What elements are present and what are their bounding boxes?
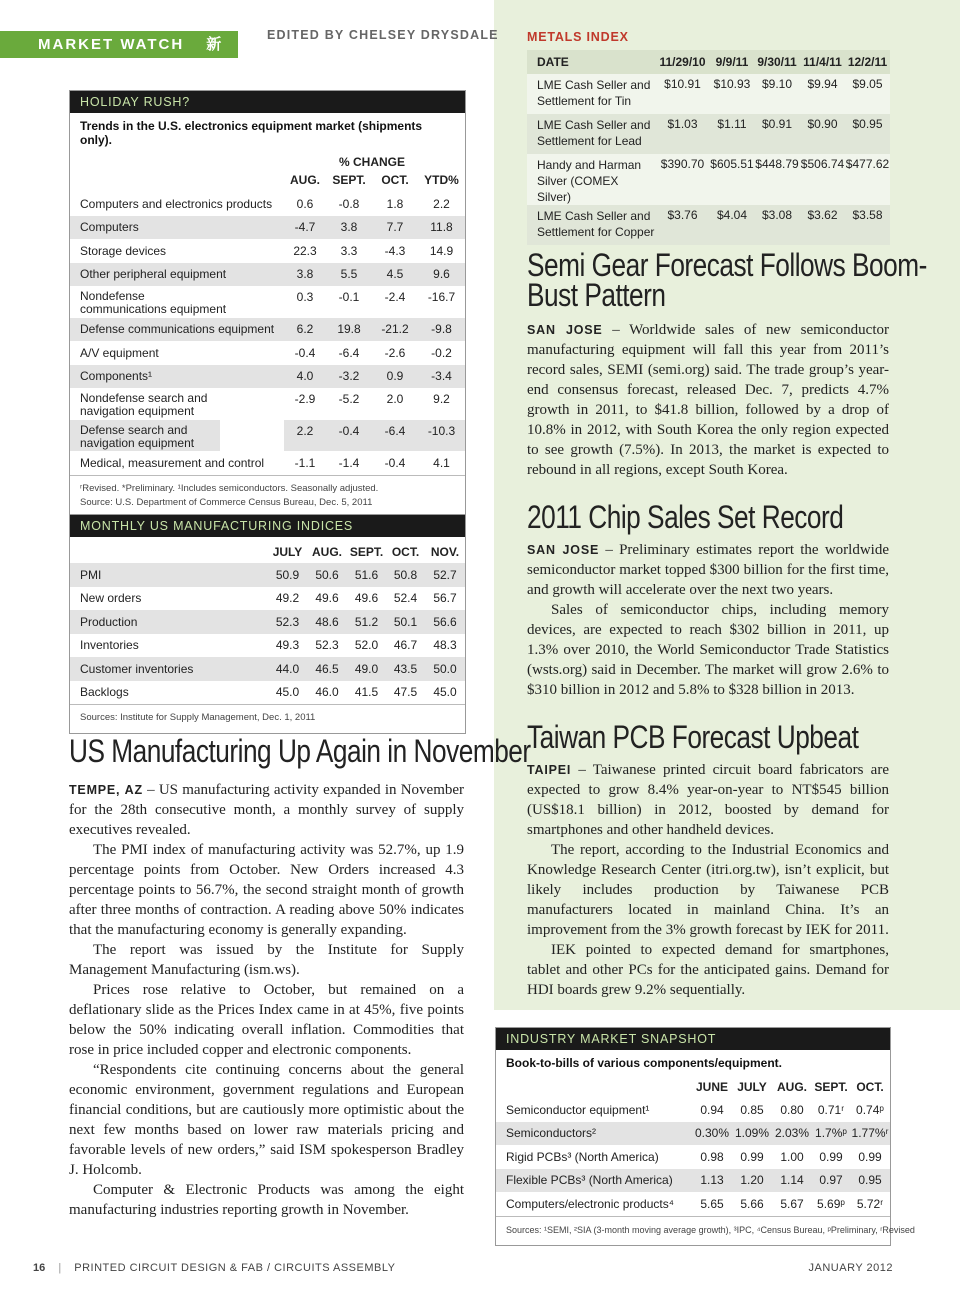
cell: -5.2 <box>338 392 360 406</box>
row-label: Semiconductors² <box>496 1122 692 1146</box>
cell: -0.4 <box>294 345 316 360</box>
snapshot-subtitle: Book-to-bills of various components/equipment. <box>506 1056 783 1070</box>
cell: $3.62 <box>800 205 845 245</box>
cell: 48.6 <box>307 610 347 634</box>
cell: 9.6 <box>418 263 465 287</box>
snapshot-source: Sources: ¹SEMI, ²SIA (3-month moving average growth), ³IPC, ⁴Census Bureau, ᵖPreliminary, ʳRevised <box>496 1216 890 1245</box>
table-row <box>527 154 890 205</box>
table-row <box>496 1169 890 1193</box>
cell: 0.80 <box>780 1102 804 1117</box>
snapshot-title: INDUSTRY MARKET SNAPSHOT <box>496 1028 890 1050</box>
us-manufacturing-body <box>69 780 464 1220</box>
cell: 5.67 <box>780 1196 804 1211</box>
cell: 6.2 <box>284 318 326 342</box>
table-row <box>70 634 465 658</box>
table-row <box>70 263 465 287</box>
col-header: JUNE <box>695 1080 728 1094</box>
row-label: Semiconductor equipment¹ <box>506 1102 650 1117</box>
paragraph: – Preliminary estimates report the worldwide semiconductor market topped $300 billion for the first time, and growth will accelerate over the next two years. <box>527 542 889 598</box>
row-label: A/V equipment <box>80 345 159 360</box>
row-label: Computers <box>70 216 284 240</box>
cell: 52.7 <box>425 563 465 587</box>
cell: $506.74 <box>800 154 845 205</box>
row-label: LME Cash Seller and Settlement for Lead <box>527 114 655 154</box>
cell: $3.76 <box>655 205 710 245</box>
paragraph: Sales of semiconductor chips, including memory devices, are expected to reach $302 billion in 2011, up 1.3% over 2010, the World Semiconductor Trade Statistics (wsts.org) said in December. The market will grow 2.6% to $310 billion in 2012 and 5.8% to $328 billion in 2013. <box>527 602 889 698</box>
col-header: 11/29/10 <box>659 55 706 69</box>
cell: 51.6 <box>347 563 386 587</box>
cell: 0.85 <box>740 1102 764 1117</box>
chip-sales-headline: 2011 Chip Sales Set Record <box>527 499 844 535</box>
col-header: JULY <box>737 1080 767 1094</box>
dateline: TAIPEI <box>527 763 572 777</box>
chip-sales-body <box>527 540 889 700</box>
cell: 45.0 <box>433 685 457 700</box>
col-header: 12/2/11 <box>847 55 888 69</box>
table-row <box>70 365 465 389</box>
row-label: Computers/electronic products⁴ <box>506 1196 674 1211</box>
cell: 46.5 <box>307 657 347 681</box>
col-header: AUG. <box>777 1080 807 1094</box>
cell: 50.8 <box>386 563 425 587</box>
holiday-subtitle: Trends in the U.S. electronics equipment market (shipments only). <box>80 119 423 147</box>
col-header: 9/30/11 <box>757 55 797 69</box>
cell: -0.2 <box>431 345 452 360</box>
row-label: Computers and electronics products <box>80 196 273 211</box>
cell: 19.8 <box>326 318 372 342</box>
cell: 49.0 <box>347 657 386 681</box>
semi-headline-line: Semi Gear Forecast Follows Boom- <box>527 247 927 283</box>
cell: 0.97 <box>812 1169 850 1193</box>
col-header: OCT. <box>381 173 409 187</box>
cell: 5.69ᵖ <box>817 1196 845 1211</box>
col-header: JULY <box>272 545 303 559</box>
cell: $9.10 <box>754 74 800 114</box>
cell: 51.2 <box>347 610 386 634</box>
row-label: Other peripheral equipment <box>70 263 284 287</box>
us-manufacturing-headline: US Manufacturing Up Again in November <box>69 733 531 769</box>
table-row <box>70 388 465 420</box>
holiday-note: ʳRevised. *Preliminary. ¹Includes semiconductors. Seasonally adjusted. <box>80 482 379 494</box>
table-row <box>70 681 465 705</box>
row-label: Inventories <box>80 638 139 653</box>
cell: $9.94 <box>800 74 845 114</box>
cell: -10.3 <box>418 420 465 452</box>
cell: 49.3 <box>275 638 300 653</box>
col-header: 9/9/11 <box>715 55 749 69</box>
monthly-grid <box>70 537 465 704</box>
cell: -16.7 <box>427 290 456 304</box>
taiwan-pcb-headline: Taiwan PCB Forecast Upbeat <box>527 719 859 755</box>
holiday-source: Source: U.S. Department of Commerce Census Bureau, Dec. 5, 2011 <box>80 496 373 508</box>
table-row <box>496 1145 890 1169</box>
table-row <box>70 192 465 216</box>
cell: 4.0 <box>284 365 326 389</box>
cell: 5.66 <box>740 1196 764 1211</box>
col-header: AUG. <box>290 173 320 187</box>
cell: $448.79 <box>754 154 800 205</box>
metals-title: METALS INDEX <box>527 30 629 44</box>
cell: 2.2 <box>433 196 450 211</box>
cell: $9.05 <box>845 74 890 114</box>
cell: 50.6 <box>307 563 347 587</box>
cell: 0.30% <box>692 1122 732 1146</box>
cell: 4.5 <box>372 263 418 287</box>
cell: 0.98 <box>700 1149 724 1164</box>
dateline: SAN JOSE <box>527 543 600 557</box>
paragraph: Prices rose relative to October, but remained on a deflationary slide as the Prices Index came in at 45%, five points below the 50% indicating overall inflation. Commodities that rose in price included copper and electronic components. <box>69 982 464 1058</box>
pct-change-label: % CHANGE <box>338 155 405 169</box>
cell: 3.8 <box>284 263 326 287</box>
table-row <box>70 657 465 681</box>
cell: 1.14 <box>772 1169 812 1193</box>
cell: -6.4 <box>372 420 418 452</box>
cell: 5.72ʳ <box>856 1196 884 1211</box>
table-row <box>527 114 890 154</box>
cell: 2.03% <box>772 1122 812 1146</box>
cell: $0.95 <box>845 114 890 154</box>
cell: 52.0 <box>354 638 379 653</box>
dateline: TEMPE, AZ <box>69 783 143 797</box>
cell: 49.2 <box>275 591 300 606</box>
cell: 0.99 <box>819 1149 843 1164</box>
cell: 0.94 <box>700 1102 724 1117</box>
cell: -0.1 <box>338 290 360 304</box>
holiday-footnote <box>70 475 465 518</box>
issue-date: JANUARY 2012 <box>808 1262 893 1274</box>
cell: $1.03 <box>655 114 710 154</box>
row-label: Components¹ <box>70 365 284 389</box>
table-row <box>496 1122 890 1146</box>
col-header: DATE <box>537 55 569 69</box>
table-row <box>70 318 465 342</box>
cell: 50.0 <box>425 657 465 681</box>
cell: 56.6 <box>425 610 465 634</box>
table-row <box>70 239 465 263</box>
paragraph: The PMI index of manufacturing activity was 52.7%, up 1.9 percentage points from October. New Orders increased 4.3 percentage points to 56.7%, the second straight month of growth after three months of contraction. A reading above 50% indicates that the manufacturing economy is generally expanding. <box>69 842 464 938</box>
paragraph: Computer & Electronic Products was among the eight manufacturing industries reporting growth in November. <box>69 1182 464 1218</box>
paragraph: The report was issued by the Institute for Supply Management Manufacturing (ism.ws). <box>69 942 464 978</box>
paragraph: – Taiwanese printed circuit board fabricators are expected to grow 8.4% year-on-year to NT$545 billion (US$18.1 billion) in 2012, boosted by demand for smartphones and other handheld devices. <box>527 762 889 838</box>
cell: -1.1 <box>294 455 316 470</box>
page-number: 16 <box>33 1262 46 1274</box>
dateline: SAN JOSE <box>527 323 603 337</box>
row-label: Rigid PCBs³ (North America) <box>506 1149 659 1164</box>
cell: 4.1 <box>433 455 450 470</box>
cell: $3.58 <box>845 205 890 245</box>
cell: 43.5 <box>386 657 425 681</box>
cell: 22.3 <box>293 243 317 258</box>
cell: 1.8 <box>386 196 404 211</box>
row-label: LME Cash Seller and Settlement for Tin <box>527 74 655 114</box>
cell: 2.2 <box>284 420 326 452</box>
table-row <box>70 610 465 634</box>
paragraph: – US manufacturing activity expanded in November for the 28th consecutive month, a monthly survey of supply executives revealed. <box>69 782 465 838</box>
cell: 1.13 <box>692 1169 732 1193</box>
row-label: Customer inventories <box>70 657 268 681</box>
row-label: Defense search and navigation equipment <box>70 420 220 452</box>
publication-name: PRINTED CIRCUIT DESIGN & FAB / CIRCUITS ASSEMBLY <box>74 1262 396 1274</box>
cell: -2.6 <box>384 345 406 360</box>
table-row <box>527 205 890 245</box>
cell: 9.2 <box>433 392 450 406</box>
row-label: Nondefense search and navigation equipment <box>80 391 208 418</box>
holiday-rush-table <box>69 90 466 519</box>
row-label: Medical, measurement and control <box>80 455 265 470</box>
col-header: 11/4/11 <box>803 55 842 69</box>
page-footer <box>33 1262 893 1274</box>
cell: 14.9 <box>429 243 454 258</box>
row-label: Nondefense communications equipment <box>80 289 227 316</box>
cell: 11.8 <box>418 216 465 240</box>
semi-gear-headline <box>527 247 927 313</box>
snapshot-grid <box>496 1074 890 1216</box>
cell: 0.74ᵖ <box>856 1102 884 1117</box>
cell: 41.5 <box>354 685 379 700</box>
cell: 7.7 <box>372 216 418 240</box>
banner-title: MARKET WATCH <box>38 36 185 53</box>
market-watch-banner <box>0 31 238 80</box>
col-header: OCT. <box>391 545 420 559</box>
cell: 3.3 <box>340 243 358 258</box>
table-row <box>496 1098 890 1122</box>
industry-snapshot-table <box>495 1027 915 1246</box>
row-label: New orders <box>80 591 142 606</box>
cell: -3.4 <box>418 365 465 389</box>
cell: 49.6 <box>354 591 379 606</box>
semi-headline-line: Bust Pattern <box>527 277 666 313</box>
taiwan-pcb-body <box>527 760 889 1000</box>
col-header: SEPT. <box>814 1080 848 1094</box>
table-row <box>70 341 465 365</box>
cell: 46.7 <box>393 638 418 653</box>
holiday-grid <box>70 151 465 475</box>
cell: -0.4 <box>326 420 372 452</box>
table-row <box>70 286 465 318</box>
metals-header-row <box>527 50 890 74</box>
cell: -4.7 <box>284 216 326 240</box>
cell: -1.4 <box>338 455 360 470</box>
footer-divider: | <box>58 1262 62 1274</box>
cell: -21.2 <box>372 318 418 342</box>
cell: 0.99 <box>858 1149 882 1164</box>
cell: -0.4 <box>384 455 406 470</box>
cell: 52.3 <box>268 610 307 634</box>
cell: -6.4 <box>338 345 360 360</box>
cell: 1.20 <box>732 1169 772 1193</box>
col-header: SEPT. <box>349 545 384 559</box>
cell: $1.11 <box>710 114 754 154</box>
row-label: Storage devices <box>80 243 167 258</box>
paragraph: The report, according to the Industrial Economics and Knowledge Research Center (itri.org.tw), isn’t explicit, but likely includes production by Taiwanese PCB manufacturers located in mainland China. It’s an improvement from the 3% growth forecast by IEK for 2011. <box>527 842 889 938</box>
cell: 1.09% <box>732 1122 772 1146</box>
col-header: SEPT. <box>332 173 366 187</box>
cell: 0.6 <box>296 196 314 211</box>
cell: 5.65 <box>700 1196 724 1211</box>
cell: 0.95 <box>850 1169 890 1193</box>
monthly-source: Sources: Institute for Supply Management, Dec. 1, 2011 <box>70 704 465 733</box>
cell: -2.9 <box>294 392 316 406</box>
cell: 1.00 <box>780 1149 804 1164</box>
cell: 48.3 <box>433 638 457 653</box>
holiday-title: HOLIDAY RUSH? <box>70 91 465 113</box>
row-label: PMI <box>70 563 268 587</box>
cell: -3.2 <box>326 365 372 389</box>
cell: $10.91 <box>655 74 710 114</box>
cell: 1.77%ʳ <box>850 1122 890 1146</box>
cell: $390.70 <box>655 154 710 205</box>
col-header: NOV. <box>430 545 460 559</box>
cell: 2.0 <box>386 392 404 406</box>
table-row <box>70 451 465 475</box>
cell: 50.9 <box>268 563 307 587</box>
cell: $3.08 <box>754 205 800 245</box>
cell: 5.5 <box>326 263 372 287</box>
cell: 44.0 <box>268 657 307 681</box>
cell: 50.1 <box>386 610 425 634</box>
row-label: LME Cash Seller and Settlement for Copper <box>527 205 655 245</box>
table-row <box>496 1192 890 1216</box>
cell: 0.3 <box>296 290 314 304</box>
cell: $0.91 <box>754 114 800 154</box>
paragraph: “Respondents cite continuing concerns about the general economic environment, government regulations and European financial conditions, but are cautiously more optimistic about the next few months based on lower raw materials pricing and favorable levels of new orders,” said ISM spokesperson Bradley J. Holcomb. <box>69 1062 464 1178</box>
cell: -2.4 <box>384 290 406 304</box>
row-label: Production <box>70 610 268 634</box>
paragraph: IEK pointed to expected demand for smartphones, tablet and other PCs for the anticipated gains. Demand for HDI boards grew 9.2% sequentially. <box>527 942 889 998</box>
cell: -4.3 <box>384 243 406 258</box>
cell: 46.0 <box>315 685 339 700</box>
metals-table <box>527 50 890 245</box>
cell: $0.90 <box>800 114 845 154</box>
cell: $10.93 <box>710 74 754 114</box>
row-label: Handy and Harman Silver (COMEX Silver) <box>527 154 655 205</box>
col-header: AUG. <box>312 545 342 559</box>
edited-by: EDITED BY CHELSEY DRYSDALE <box>267 28 499 42</box>
cell: 47.5 <box>393 685 418 700</box>
row-label: Flexible PCBs³ (North America) <box>496 1169 692 1193</box>
cell: 0.99 <box>740 1149 764 1164</box>
cell: 1.7%ᵖ <box>812 1122 850 1146</box>
cell: 3.8 <box>326 216 372 240</box>
banner-cn: 新闻 <box>38 36 226 80</box>
row-label: Backlogs <box>80 685 129 700</box>
cell: 0.9 <box>372 365 418 389</box>
cell: 52.4 <box>393 591 418 606</box>
cell: $477.62 <box>845 154 890 205</box>
cell: 49.6 <box>315 591 339 606</box>
table-row <box>70 420 465 452</box>
semi-gear-body <box>527 320 889 480</box>
monthly-title: MONTHLY US MANUFACTURING INDICES <box>70 515 465 537</box>
table-row <box>70 216 465 240</box>
table-row <box>527 74 890 114</box>
cell: 45.0 <box>275 685 300 700</box>
cell: -0.8 <box>338 196 360 211</box>
table-row <box>70 587 465 611</box>
cell: -9.8 <box>418 318 465 342</box>
row-label: Defense communications equipment <box>70 318 284 342</box>
cell: 56.7 <box>433 591 457 606</box>
col-header: YTD% <box>424 173 459 187</box>
paragraph: – Worldwide sales of new semiconductor manufacturing equipment will fall this year from 2011’s record sales, SEMI (semi.org) said. The trade group’s year-end consensus forecast, released Dec. 7, predicts 4.7% growth in 2011, to $41.8 billion, followed by a drop of 10.8% in 2012, with South Korea the only region expected to see growth (7.5%). In 2013, the market is expected to rebound in all regions, except South Korea. <box>527 322 889 478</box>
cell: 52.3 <box>315 638 339 653</box>
table-row <box>70 563 465 587</box>
cell: $605.51 <box>710 154 754 205</box>
col-header: OCT. <box>856 1080 884 1094</box>
cell: $4.04 <box>710 205 754 245</box>
cell: 0.71ʳ <box>817 1102 845 1117</box>
monthly-indices-table <box>69 514 466 734</box>
